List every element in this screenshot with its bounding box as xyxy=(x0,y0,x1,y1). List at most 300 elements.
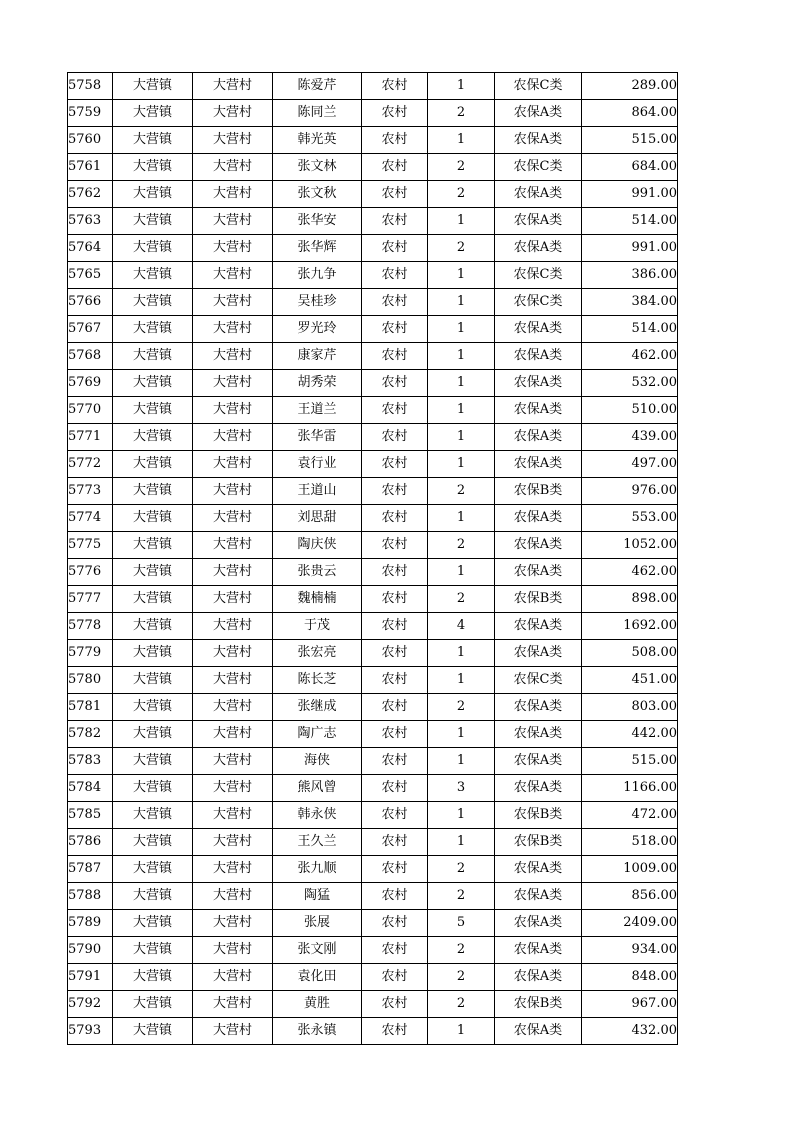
insurance-category-cell: 农保A类 xyxy=(495,694,582,721)
residence-type-cell: 农村 xyxy=(362,559,428,586)
table-row xyxy=(68,154,678,181)
person-name-cell: 张华雷 xyxy=(273,424,362,451)
residence-type-cell: 农村 xyxy=(362,73,428,100)
record-number-cell: 5782 xyxy=(68,721,113,748)
record-number-cell: 5764 xyxy=(68,235,113,262)
amount-cell: 934.00 xyxy=(582,937,678,964)
village-name-cell: 大营村 xyxy=(193,316,273,343)
residence-type-cell: 农村 xyxy=(362,100,428,127)
town-name-cell: 大营镇 xyxy=(113,289,193,316)
record-number-cell: 5767 xyxy=(68,316,113,343)
person-name-cell: 陈同兰 xyxy=(273,100,362,127)
table-row xyxy=(68,775,678,802)
village-name-cell: 大营村 xyxy=(193,775,273,802)
person-name-cell: 张文林 xyxy=(273,154,362,181)
amount-cell: 462.00 xyxy=(582,343,678,370)
household-count-cell: 2 xyxy=(428,181,495,208)
residence-type-cell: 农村 xyxy=(362,424,428,451)
village-name-cell: 大营村 xyxy=(193,73,273,100)
table-row xyxy=(68,397,678,424)
village-name-cell: 大营村 xyxy=(193,856,273,883)
village-name-cell: 大营村 xyxy=(193,721,273,748)
household-count-cell: 1 xyxy=(428,127,495,154)
amount-cell: 2409.00 xyxy=(582,910,678,937)
person-name-cell: 韩光英 xyxy=(273,127,362,154)
household-count-cell: 1 xyxy=(428,505,495,532)
person-name-cell: 张展 xyxy=(273,910,362,937)
record-number-cell: 5775 xyxy=(68,532,113,559)
village-name-cell: 大营村 xyxy=(193,586,273,613)
record-number-cell: 5763 xyxy=(68,208,113,235)
residence-type-cell: 农村 xyxy=(362,802,428,829)
household-count-cell: 1 xyxy=(428,370,495,397)
insurance-category-cell: 农保A类 xyxy=(495,559,582,586)
table-row xyxy=(68,721,678,748)
residence-type-cell: 农村 xyxy=(362,316,428,343)
table-row xyxy=(68,451,678,478)
household-count-cell: 1 xyxy=(428,559,495,586)
insurance-category-cell: 农保A类 xyxy=(495,775,582,802)
person-name-cell: 张永镇 xyxy=(273,1018,362,1045)
household-count-cell: 1 xyxy=(428,721,495,748)
amount-cell: 432.00 xyxy=(582,1018,678,1045)
person-name-cell: 王久兰 xyxy=(273,829,362,856)
residence-type-cell: 农村 xyxy=(362,910,428,937)
insurance-category-cell: 农保A类 xyxy=(495,397,582,424)
town-name-cell: 大营镇 xyxy=(113,964,193,991)
household-count-cell: 2 xyxy=(428,532,495,559)
record-number-cell: 5773 xyxy=(68,478,113,505)
record-number-cell: 5792 xyxy=(68,991,113,1018)
amount-cell: 898.00 xyxy=(582,586,678,613)
household-count-cell: 1 xyxy=(428,316,495,343)
village-name-cell: 大营村 xyxy=(193,910,273,937)
village-name-cell: 大营村 xyxy=(193,478,273,505)
insurance-category-cell: 农保A类 xyxy=(495,883,582,910)
record-number-cell: 5786 xyxy=(68,829,113,856)
residence-type-cell: 农村 xyxy=(362,694,428,721)
insurance-category-cell: 农保C类 xyxy=(495,667,582,694)
household-count-cell: 2 xyxy=(428,883,495,910)
town-name-cell: 大营镇 xyxy=(113,451,193,478)
person-name-cell: 张华辉 xyxy=(273,235,362,262)
table-row xyxy=(68,127,678,154)
record-number-cell: 5776 xyxy=(68,559,113,586)
insurance-category-cell: 农保C类 xyxy=(495,262,582,289)
table-row xyxy=(68,73,678,100)
insurance-category-cell: 农保B类 xyxy=(495,802,582,829)
town-name-cell: 大营镇 xyxy=(113,991,193,1018)
record-number-cell: 5774 xyxy=(68,505,113,532)
insurance-category-cell: 农保A类 xyxy=(495,316,582,343)
person-name-cell: 魏楠楠 xyxy=(273,586,362,613)
residence-type-cell: 农村 xyxy=(362,640,428,667)
village-name-cell: 大营村 xyxy=(193,748,273,775)
village-name-cell: 大营村 xyxy=(193,613,273,640)
table-row xyxy=(68,694,678,721)
residence-type-cell: 农村 xyxy=(362,370,428,397)
record-number-cell: 5791 xyxy=(68,964,113,991)
residence-type-cell: 农村 xyxy=(362,748,428,775)
village-name-cell: 大营村 xyxy=(193,829,273,856)
town-name-cell: 大营镇 xyxy=(113,127,193,154)
amount-cell: 532.00 xyxy=(582,370,678,397)
insurance-category-cell: 农保B类 xyxy=(495,991,582,1018)
town-name-cell: 大营镇 xyxy=(113,883,193,910)
village-name-cell: 大营村 xyxy=(193,451,273,478)
residence-type-cell: 农村 xyxy=(362,964,428,991)
record-number-cell: 5784 xyxy=(68,775,113,802)
residence-type-cell: 农村 xyxy=(362,397,428,424)
insurance-category-cell: 农保A类 xyxy=(495,181,582,208)
town-name-cell: 大营镇 xyxy=(113,748,193,775)
household-count-cell: 2 xyxy=(428,694,495,721)
village-name-cell: 大营村 xyxy=(193,1018,273,1045)
record-number-cell: 5777 xyxy=(68,586,113,613)
household-count-cell: 2 xyxy=(428,100,495,127)
table-row xyxy=(68,181,678,208)
person-name-cell: 王道山 xyxy=(273,478,362,505)
residence-type-cell: 农村 xyxy=(362,1018,428,1045)
amount-cell: 1052.00 xyxy=(582,532,678,559)
village-name-cell: 大营村 xyxy=(193,424,273,451)
amount-cell: 384.00 xyxy=(582,289,678,316)
household-count-cell: 2 xyxy=(428,478,495,505)
amount-cell: 856.00 xyxy=(582,883,678,910)
household-count-cell: 2 xyxy=(428,235,495,262)
town-name-cell: 大营镇 xyxy=(113,181,193,208)
village-name-cell: 大营村 xyxy=(193,154,273,181)
record-number-cell: 5762 xyxy=(68,181,113,208)
amount-cell: 848.00 xyxy=(582,964,678,991)
residence-type-cell: 农村 xyxy=(362,721,428,748)
person-name-cell: 张文秋 xyxy=(273,181,362,208)
town-name-cell: 大营镇 xyxy=(113,694,193,721)
residence-type-cell: 农村 xyxy=(362,667,428,694)
village-name-cell: 大营村 xyxy=(193,343,273,370)
household-count-cell: 2 xyxy=(428,991,495,1018)
household-count-cell: 1 xyxy=(428,748,495,775)
insurance-category-cell: 农保A类 xyxy=(495,100,582,127)
table-row xyxy=(68,883,678,910)
household-count-cell: 1 xyxy=(428,262,495,289)
town-name-cell: 大营镇 xyxy=(113,937,193,964)
residence-type-cell: 农村 xyxy=(362,613,428,640)
insurance-category-cell: 农保A类 xyxy=(495,910,582,937)
amount-cell: 451.00 xyxy=(582,667,678,694)
residence-type-cell: 农村 xyxy=(362,856,428,883)
town-name-cell: 大营镇 xyxy=(113,478,193,505)
town-name-cell: 大营镇 xyxy=(113,829,193,856)
person-name-cell: 陶猛 xyxy=(273,883,362,910)
residence-type-cell: 农村 xyxy=(362,937,428,964)
table-row xyxy=(68,289,678,316)
residence-type-cell: 农村 xyxy=(362,262,428,289)
residence-type-cell: 农村 xyxy=(362,181,428,208)
table-row xyxy=(68,586,678,613)
amount-cell: 514.00 xyxy=(582,208,678,235)
amount-cell: 289.00 xyxy=(582,73,678,100)
insurance-category-cell: 农保A类 xyxy=(495,235,582,262)
household-count-cell: 2 xyxy=(428,937,495,964)
amount-cell: 386.00 xyxy=(582,262,678,289)
insurance-category-cell: 农保A类 xyxy=(495,208,582,235)
record-number-cell: 5780 xyxy=(68,667,113,694)
household-count-cell: 4 xyxy=(428,613,495,640)
residence-type-cell: 农村 xyxy=(362,775,428,802)
village-name-cell: 大营村 xyxy=(193,100,273,127)
village-name-cell: 大营村 xyxy=(193,181,273,208)
table-row xyxy=(68,343,678,370)
insurance-category-cell: 农保A类 xyxy=(495,532,582,559)
table-row xyxy=(68,748,678,775)
table-row xyxy=(68,208,678,235)
village-name-cell: 大营村 xyxy=(193,883,273,910)
residence-type-cell: 农村 xyxy=(362,127,428,154)
household-count-cell: 1 xyxy=(428,424,495,451)
town-name-cell: 大营镇 xyxy=(113,100,193,127)
table-row xyxy=(68,262,678,289)
table-row xyxy=(68,424,678,451)
person-name-cell: 康家芹 xyxy=(273,343,362,370)
roster-table xyxy=(67,72,678,1045)
household-count-cell: 5 xyxy=(428,910,495,937)
table-row xyxy=(68,100,678,127)
insurance-category-cell: 农保A类 xyxy=(495,613,582,640)
insurance-category-cell: 农保A类 xyxy=(495,505,582,532)
household-count-cell: 2 xyxy=(428,856,495,883)
table-row xyxy=(68,478,678,505)
record-number-cell: 5785 xyxy=(68,802,113,829)
person-name-cell: 张贵云 xyxy=(273,559,362,586)
village-name-cell: 大营村 xyxy=(193,127,273,154)
table-row xyxy=(68,937,678,964)
table-row xyxy=(68,1018,678,1045)
insurance-category-cell: 农保B类 xyxy=(495,478,582,505)
village-name-cell: 大营村 xyxy=(193,532,273,559)
village-name-cell: 大营村 xyxy=(193,370,273,397)
village-name-cell: 大营村 xyxy=(193,964,273,991)
table-row xyxy=(68,532,678,559)
insurance-category-cell: 农保A类 xyxy=(495,370,582,397)
amount-cell: 442.00 xyxy=(582,721,678,748)
household-count-cell: 1 xyxy=(428,73,495,100)
record-number-cell: 5771 xyxy=(68,424,113,451)
person-name-cell: 陶庆侠 xyxy=(273,532,362,559)
record-number-cell: 5760 xyxy=(68,127,113,154)
record-number-cell: 5765 xyxy=(68,262,113,289)
household-count-cell: 1 xyxy=(428,667,495,694)
insurance-category-cell: 农保C类 xyxy=(495,154,582,181)
table-row xyxy=(68,640,678,667)
village-name-cell: 大营村 xyxy=(193,991,273,1018)
town-name-cell: 大营镇 xyxy=(113,1018,193,1045)
person-name-cell: 海侠 xyxy=(273,748,362,775)
insurance-category-cell: 农保A类 xyxy=(495,343,582,370)
household-count-cell: 1 xyxy=(428,289,495,316)
town-name-cell: 大营镇 xyxy=(113,208,193,235)
record-number-cell: 5778 xyxy=(68,613,113,640)
record-number-cell: 5759 xyxy=(68,100,113,127)
insurance-category-cell: 农保A类 xyxy=(495,721,582,748)
village-name-cell: 大营村 xyxy=(193,505,273,532)
household-count-cell: 1 xyxy=(428,208,495,235)
table-row xyxy=(68,505,678,532)
amount-cell: 976.00 xyxy=(582,478,678,505)
amount-cell: 497.00 xyxy=(582,451,678,478)
village-name-cell: 大营村 xyxy=(193,208,273,235)
residence-type-cell: 农村 xyxy=(362,451,428,478)
record-number-cell: 5783 xyxy=(68,748,113,775)
town-name-cell: 大营镇 xyxy=(113,73,193,100)
record-number-cell: 5793 xyxy=(68,1018,113,1045)
amount-cell: 472.00 xyxy=(582,802,678,829)
record-number-cell: 5787 xyxy=(68,856,113,883)
town-name-cell: 大营镇 xyxy=(113,262,193,289)
insurance-category-cell: 农保A类 xyxy=(495,640,582,667)
household-count-cell: 3 xyxy=(428,775,495,802)
village-name-cell: 大营村 xyxy=(193,937,273,964)
person-name-cell: 韩永侠 xyxy=(273,802,362,829)
insurance-category-cell: 农保A类 xyxy=(495,1018,582,1045)
amount-cell: 803.00 xyxy=(582,694,678,721)
town-name-cell: 大营镇 xyxy=(113,667,193,694)
amount-cell: 510.00 xyxy=(582,397,678,424)
household-count-cell: 1 xyxy=(428,829,495,856)
record-number-cell: 5788 xyxy=(68,883,113,910)
amount-cell: 991.00 xyxy=(582,235,678,262)
table-row xyxy=(68,370,678,397)
village-name-cell: 大营村 xyxy=(193,640,273,667)
amount-cell: 1009.00 xyxy=(582,856,678,883)
village-name-cell: 大营村 xyxy=(193,397,273,424)
record-number-cell: 5758 xyxy=(68,73,113,100)
residence-type-cell: 农村 xyxy=(362,586,428,613)
household-count-cell: 2 xyxy=(428,586,495,613)
table-row xyxy=(68,235,678,262)
town-name-cell: 大营镇 xyxy=(113,154,193,181)
person-name-cell: 张九顺 xyxy=(273,856,362,883)
table-row xyxy=(68,316,678,343)
village-name-cell: 大营村 xyxy=(193,262,273,289)
person-name-cell: 王道兰 xyxy=(273,397,362,424)
residence-type-cell: 农村 xyxy=(362,991,428,1018)
town-name-cell: 大营镇 xyxy=(113,532,193,559)
village-name-cell: 大营村 xyxy=(193,667,273,694)
table-row xyxy=(68,667,678,694)
person-name-cell: 于茂 xyxy=(273,613,362,640)
insurance-category-cell: 农保A类 xyxy=(495,964,582,991)
residence-type-cell: 农村 xyxy=(362,235,428,262)
town-name-cell: 大营镇 xyxy=(113,343,193,370)
household-count-cell: 1 xyxy=(428,640,495,667)
table-row xyxy=(68,964,678,991)
village-name-cell: 大营村 xyxy=(193,694,273,721)
amount-cell: 515.00 xyxy=(582,127,678,154)
town-name-cell: 大营镇 xyxy=(113,370,193,397)
residence-type-cell: 农村 xyxy=(362,505,428,532)
household-count-cell: 1 xyxy=(428,397,495,424)
person-name-cell: 陈长芝 xyxy=(273,667,362,694)
person-name-cell: 熊风曾 xyxy=(273,775,362,802)
person-name-cell: 陶广志 xyxy=(273,721,362,748)
amount-cell: 684.00 xyxy=(582,154,678,181)
insurance-category-cell: 农保C类 xyxy=(495,73,582,100)
person-name-cell: 张文刚 xyxy=(273,937,362,964)
town-name-cell: 大营镇 xyxy=(113,910,193,937)
record-number-cell: 5789 xyxy=(68,910,113,937)
table-row xyxy=(68,559,678,586)
residence-type-cell: 农村 xyxy=(362,478,428,505)
insurance-category-cell: 农保A类 xyxy=(495,856,582,883)
village-name-cell: 大营村 xyxy=(193,289,273,316)
amount-cell: 462.00 xyxy=(582,559,678,586)
household-count-cell: 1 xyxy=(428,451,495,478)
village-name-cell: 大营村 xyxy=(193,802,273,829)
roster-body xyxy=(68,73,678,1045)
person-name-cell: 袁行业 xyxy=(273,451,362,478)
insurance-category-cell: 农保A类 xyxy=(495,451,582,478)
town-name-cell: 大营镇 xyxy=(113,397,193,424)
insurance-category-cell: 农保B类 xyxy=(495,586,582,613)
table-row xyxy=(68,802,678,829)
town-name-cell: 大营镇 xyxy=(113,613,193,640)
record-number-cell: 5769 xyxy=(68,370,113,397)
residence-type-cell: 农村 xyxy=(362,343,428,370)
amount-cell: 1166.00 xyxy=(582,775,678,802)
amount-cell: 991.00 xyxy=(582,181,678,208)
residence-type-cell: 农村 xyxy=(362,829,428,856)
person-name-cell: 袁化田 xyxy=(273,964,362,991)
household-count-cell: 1 xyxy=(428,1018,495,1045)
person-name-cell: 陈爱芹 xyxy=(273,73,362,100)
record-number-cell: 5790 xyxy=(68,937,113,964)
insurance-category-cell: 农保B类 xyxy=(495,829,582,856)
household-count-cell: 1 xyxy=(428,802,495,829)
residence-type-cell: 农村 xyxy=(362,208,428,235)
town-name-cell: 大营镇 xyxy=(113,721,193,748)
insurance-category-cell: 农保A类 xyxy=(495,937,582,964)
person-name-cell: 吴桂珍 xyxy=(273,289,362,316)
table-row xyxy=(68,856,678,883)
household-count-cell: 1 xyxy=(428,343,495,370)
table-row xyxy=(68,910,678,937)
record-number-cell: 5768 xyxy=(68,343,113,370)
record-number-cell: 5766 xyxy=(68,289,113,316)
table-row xyxy=(68,829,678,856)
town-name-cell: 大营镇 xyxy=(113,424,193,451)
household-count-cell: 2 xyxy=(428,154,495,181)
residence-type-cell: 农村 xyxy=(362,289,428,316)
amount-cell: 864.00 xyxy=(582,100,678,127)
person-name-cell: 罗光玲 xyxy=(273,316,362,343)
household-count-cell: 2 xyxy=(428,964,495,991)
record-number-cell: 5770 xyxy=(68,397,113,424)
town-name-cell: 大营镇 xyxy=(113,856,193,883)
town-name-cell: 大营镇 xyxy=(113,586,193,613)
table-row xyxy=(68,991,678,1018)
residence-type-cell: 农村 xyxy=(362,883,428,910)
amount-cell: 515.00 xyxy=(582,748,678,775)
town-name-cell: 大营镇 xyxy=(113,640,193,667)
town-name-cell: 大营镇 xyxy=(113,235,193,262)
person-name-cell: 黄胜 xyxy=(273,991,362,1018)
insurance-category-cell: 农保A类 xyxy=(495,748,582,775)
village-name-cell: 大营村 xyxy=(193,235,273,262)
amount-cell: 553.00 xyxy=(582,505,678,532)
amount-cell: 508.00 xyxy=(582,640,678,667)
person-name-cell: 张华安 xyxy=(273,208,362,235)
